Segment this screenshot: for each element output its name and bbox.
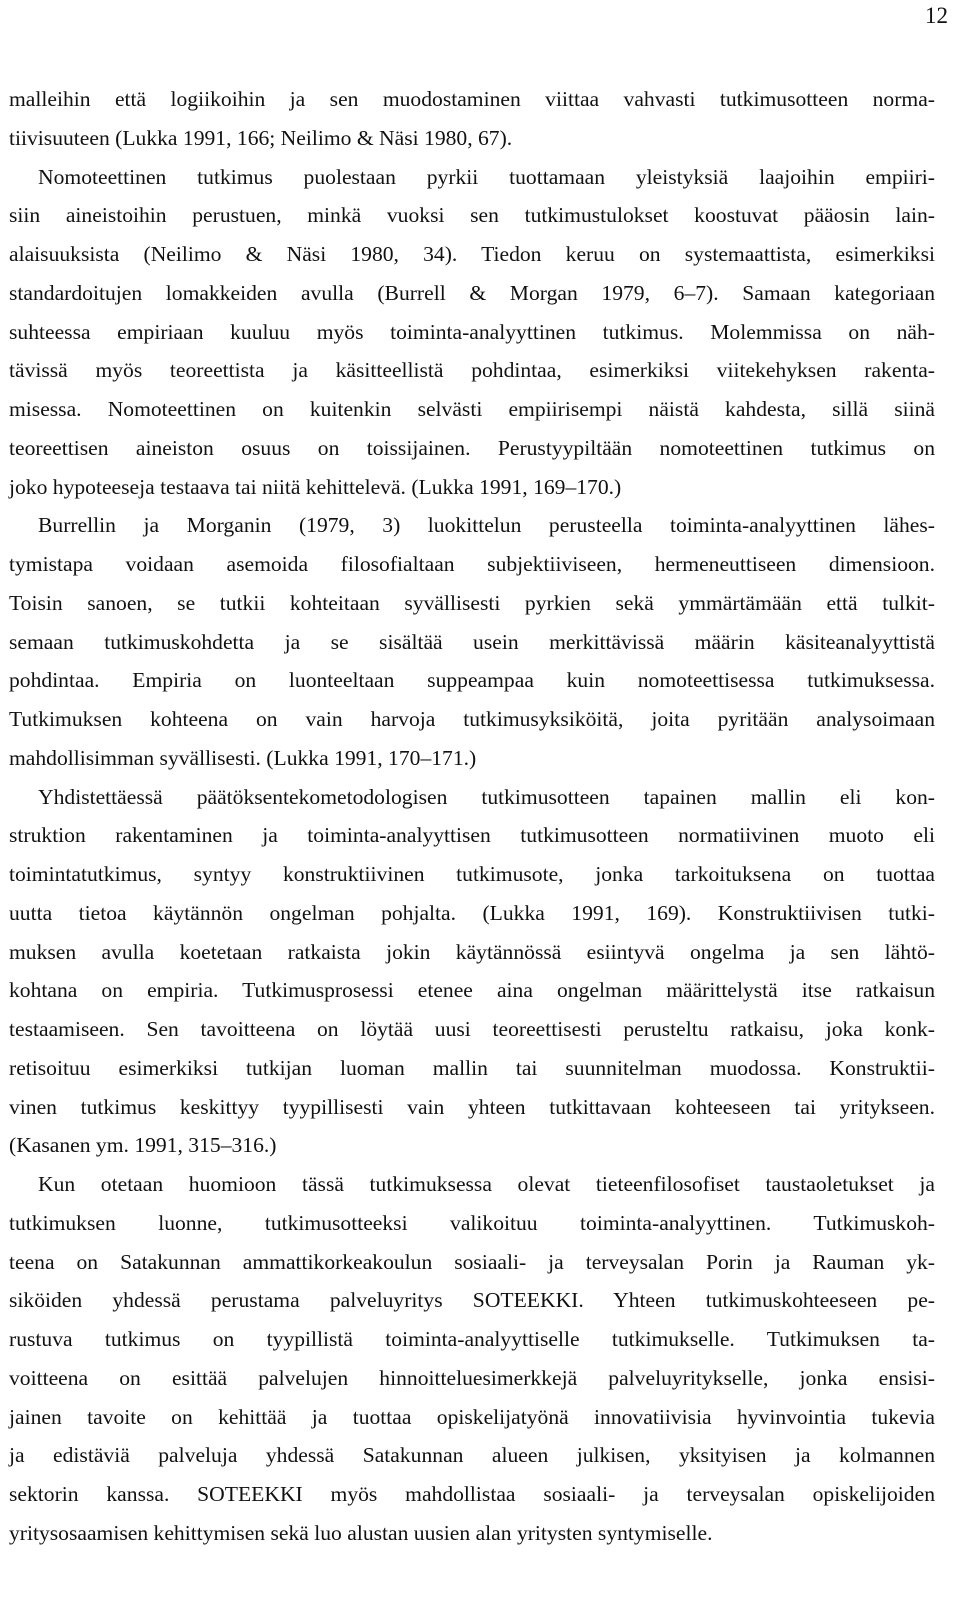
text-line: (Kasanen ym. 1991, 315–316.) [9,1133,277,1158]
text-line: uutta tietoa käytännön ongelman pohjalta. (Lukka 1991, 169). Konstruktiivisen tutki- [9,900,935,925]
text-line: malleihin että logiikoihin ja sen muodostaminen viittaa vahvasti tutkimusotteen norma- [9,87,935,111]
text-line: vinen tutkimus keskittyy tyypillisesti vain yhteen tutkittavaan kohteeseen tai yritykseen. [9,1094,935,1119]
text-line: toimintatutkimus, syntyy konstruktiivinen tutkimusote, jonka tarkoituksena on tuottaa [9,862,935,886]
text-line: Nomoteettinen tutkimus puolestaan pyrkii tuottamaan yleistyksiä laajoihin empiiri- [38,164,935,189]
text-line: muksen avulla koetetaan ratkaista jokin käytännössä esiintyvä ongelma ja sen lähtö- [9,939,935,964]
text-line: rustuva tutkimus on tyypillistä toiminta-analyyttiselle tutkimukselle. Tutkimuksen ta- [9,1327,935,1351]
text-line: tutkimuksen luonne, tutkimusotteeksi valikoituu toiminta-analyyttinen. Tutkimuskoh- [9,1210,935,1235]
text-line: sektorin kanssa. SOTEEKKI myös mahdollistaa sosiaali- ja terveysalan opiskelijoiden [9,1482,935,1506]
text-line: teena on Satakunnan ammattikorkeakoulun sosiaali- ja terveysalan Porin ja Rauman yk- [9,1249,935,1274]
text-line: ja edistäviä palveluja yhdessä Satakunnan alueen julkisen, yksityisen ja kolmannen [9,1443,935,1468]
text-line: kohtana on empiria. Tutkimusprosessi etenee aina ongelman määrittelystä itse ratkaisun [9,978,935,1003]
text-line: Tutkimuksen kohteena on vain harvoja tutkimusyksiköitä, joita pyritään analysoimaan [9,707,935,731]
text-line: Kun otetaan huomioon tässä tutkimuksessa olevat tieteenfilosofiset taustaoletukset ja [38,1172,935,1196]
text-line: suhteessa empiriaan kuuluu myös toiminta-analyyttinen tutkimus. Molemmissa on näh- [9,319,935,344]
text-line: semaan tutkimuskohdetta ja se sisältää usein merkittävissä määrin käsiteanalyyttistä [9,629,935,654]
text-line: siköiden yhdessä perustama palveluyritys SOTEEKKI. Yhteen tutkimuskohteeseen pe- [9,1288,935,1313]
text-line: tiivisuuteen (Lukka 1991, 166; Neilimo & Näsi 1980, 67). [9,125,513,150]
text-line: tävissä myös teoreettista ja käsitteellistä pohdintaa, esimerkiksi viitekehyksen rakenta- [9,358,935,383]
text-line: tymistapa voidaan asemoida filosofialtaan subjektiiviseen, hermeneuttiseen dimensioon. [9,552,935,576]
document-body [9,80,935,1553]
text-line: siin aineistoihin perustuen, minkä vuoksi sen tutkimustulokset koostuvat pääosin lain- [9,203,935,228]
text-line: misessa. Nomoteettinen on kuitenkin selvästi empiirisempi näistä kahdesta, sillä siinä [9,397,935,421]
text-line: mahdollisimman syvällisesti. (Lukka 1991, 170–171.) [9,745,477,770]
text-line: yritysosaamisen kehittymisen sekä luo alustan uusien alan yritysten syntymiselle. [9,1520,713,1545]
text-line: voitteena on esittää palvelujen hinnoitteluesimerkkejä palveluyritykselle, jonka ensisi- [9,1365,935,1390]
text-line: standardoitujen lomakkeiden avulla (Burrell & Morgan 1979, 6–7). Samaan kategoriaan [9,280,935,305]
text-line: joko hypoteeseja testaava tai niitä kehittelevä. (Lukka 1991, 169–170.) [9,474,622,499]
text-line: Burrellin ja Morganin (1979, 3) luokittelun perusteella toiminta-analyyttinen lähes- [38,513,935,538]
text-line: retisoituu esimerkiksi tutkijan luoman mallin tai suunnitelman muodossa. Konstruktii- [9,1055,935,1080]
text-line: Yhdistettäessä päätöksentekometodologisen tutkimusotteen tapainen mallin eli kon- [38,784,935,809]
text-line: alaisuuksista (Neilimo & Näsi 1980, 34). Tiedon keruu on systemaattista, esimerkiksi [9,242,935,266]
text-line: teoreettisen aineiston osuus on toissijainen. Perustyypiltään nomoteettinen tutkimus on [9,435,935,460]
text-line: testaamiseen. Sen tavoitteena on löytää uusi teoreettisesti perusteltu ratkaisu, joka konk- [9,1017,935,1041]
text-line: pohdintaa. Empiria on luonteeltaan suppeampaa kuin nomoteettisessa tutkimuksessa. [9,668,935,693]
text-line: struktion rakentaminen ja toiminta-analyyttisen tutkimusotteen normatiivinen muoto eli [9,823,935,848]
text-line: jainen tavoite on kehittää ja tuottaa opiskelijatyönä innovatiivisia hyvinvointia tukevia [9,1404,935,1429]
page-number: 12 [925,3,948,28]
text-line: Toisin sanoen, se tutkii kohteitaan syvällisesti pyrkien sekä ymmärtämään että tulkit- [9,590,935,615]
